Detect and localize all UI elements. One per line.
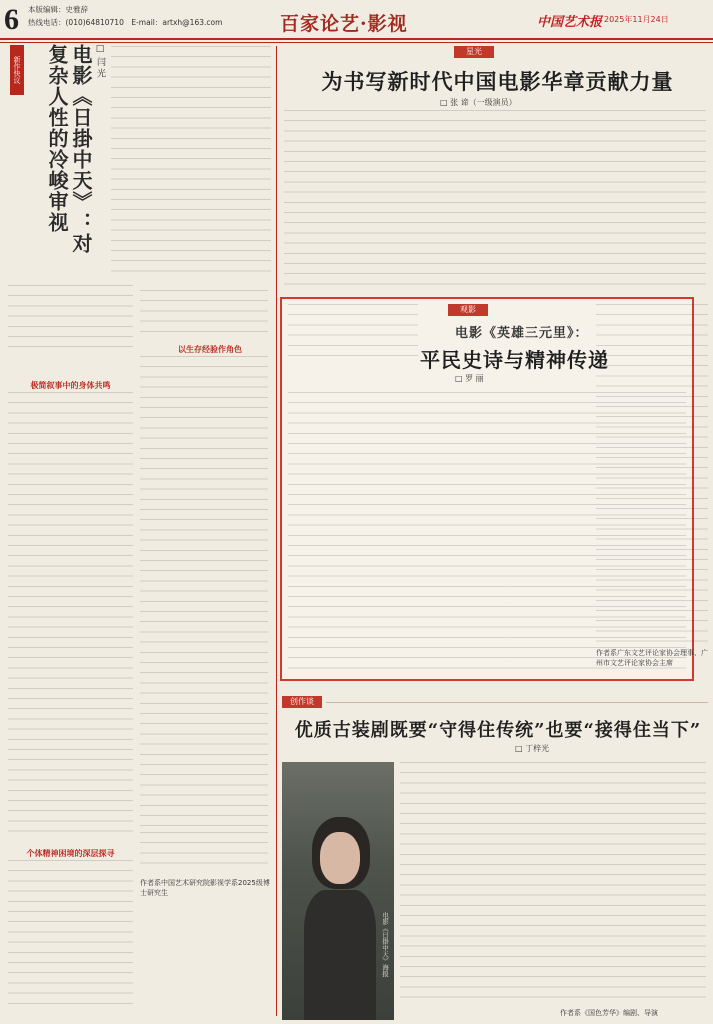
article-footer: 作者系广东文艺评论家协会理事、广州市文艺评论家协会主席 (596, 649, 708, 667)
article-body (8, 860, 133, 1010)
section-tag: 创作谈 (282, 696, 322, 708)
section-heading: 以生存经验作角色 (178, 345, 242, 354)
section-rule (326, 702, 708, 703)
phone-text: 热线电话：(010)64810710 (28, 18, 124, 27)
article-body (8, 285, 133, 355)
column-divider (276, 46, 277, 1016)
article-body (140, 356, 268, 826)
section-tag: 新作快议 (10, 45, 24, 95)
article-body (400, 762, 706, 1007)
newspaper-name: 中国艺术报 (537, 15, 603, 30)
article-body (596, 304, 708, 644)
article-footer: 作者系中国艺术研究院影视学系2025级博士研究生 (140, 879, 270, 897)
section-heading: 极简叙事中的身体共鸣 (30, 381, 111, 390)
contact-line (28, 18, 222, 28)
article-subtitle: 电影《英雄三元里》： (455, 326, 589, 341)
header-rule (0, 38, 713, 40)
section-heading: 个体精神困境的深层探寻 (26, 849, 115, 858)
article-headline: 优质古装剧既要“守得住传统”也要“接得住当下” (294, 720, 702, 741)
article-body (288, 304, 418, 364)
face-shape (320, 832, 360, 884)
article-headline: 平民史诗与精神传递 (420, 348, 609, 372)
article-body (8, 392, 133, 832)
page-number: 6 (4, 3, 19, 36)
section-tag: 星光 (454, 46, 494, 58)
issue-date: 2025年11月24日 (604, 15, 669, 24)
article-author: □ 闫 光 (95, 44, 105, 78)
editor-line: 本版编辑：史雅辞 (28, 5, 88, 14)
email-text: E-mail：artxh@163.com (131, 18, 223, 27)
poster-image (282, 762, 394, 1020)
column-title: 百家论艺·影视 (280, 13, 408, 35)
article-author: □ 丁梓光 (515, 744, 550, 753)
article-author: □ 张 谛（一级演员） (440, 98, 517, 107)
article-footer: 作者系《国色芳华》编剧、导演 (560, 1009, 658, 1017)
article-body (111, 46, 271, 276)
article-title: 电影《日掛中天》：对复杂人性的冷峻审视 (45, 44, 93, 254)
section-tag: 观影 (448, 304, 488, 316)
poster-caption: 电影《日掛中天》海报 (381, 912, 389, 977)
article-author: □ 罗 丽 (455, 374, 484, 383)
header-rule-thin (0, 42, 713, 43)
article-headline: 为书写新时代中国电影华章贡献力量 (321, 69, 674, 94)
body-shape (304, 890, 376, 1020)
article-body (140, 290, 268, 340)
article-body (140, 832, 268, 872)
article-body (284, 110, 706, 290)
